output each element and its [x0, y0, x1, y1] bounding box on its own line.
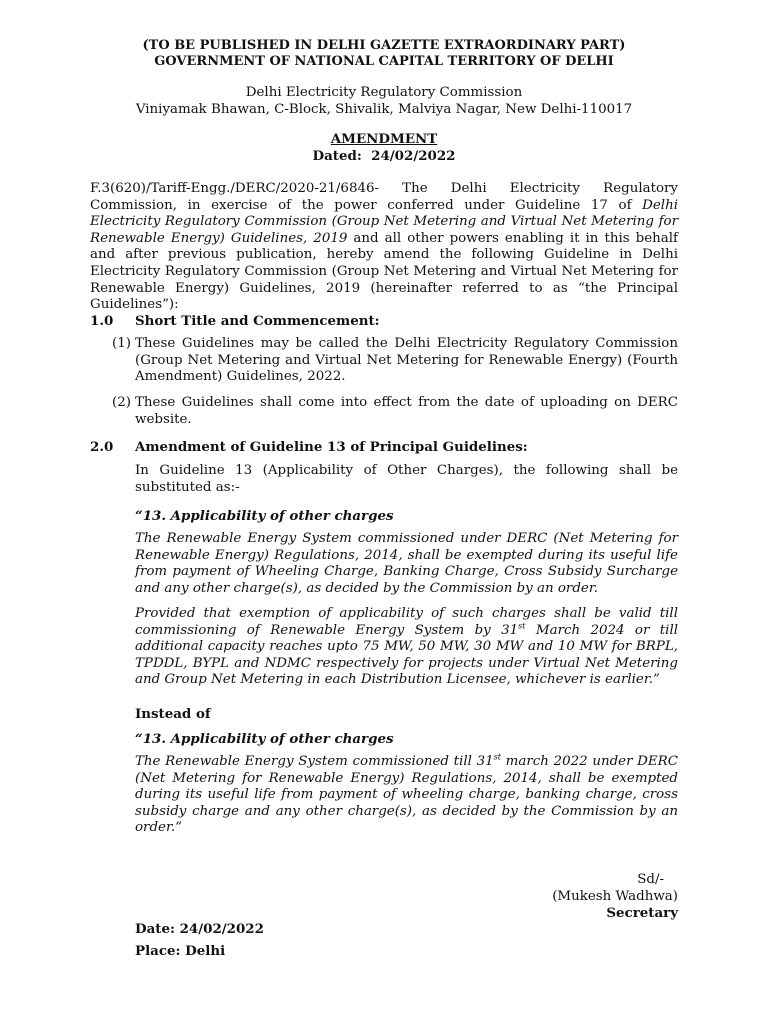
- signatory-name: (Mukesh Wadhwa): [552, 889, 678, 904]
- intro-paragraph: [90, 181, 678, 314]
- section-2-number: 2.0: [90, 439, 114, 455]
- old-guideline-para: [135, 754, 678, 837]
- footer-date: Date: 24/02/2022: [135, 921, 264, 937]
- dated-label: Dated:: [312, 148, 362, 164]
- list-item-text: These Guidelines shall come into effect from the date of uploading on DERC website.: [135, 395, 678, 427]
- new-guideline-para-2-text-cont: March 2024 or till additional capacity reaches upto 75 MW, 50 MW, 30 MW and 10 MW for BRPL, TPDDL, BYPL and NDMC respectively for projects under Virtual Net Metering and Group Net Metering in each Distribution Licensee, whichever is earlier.”: [135, 622, 679, 688]
- new-guideline-para-2: [135, 606, 678, 689]
- list-item-label: (1): [112, 336, 131, 351]
- section-1-number: 1.0: [90, 313, 114, 329]
- section-2-title: Amendment of Guideline 13 of Principal Guidelines:: [135, 439, 528, 455]
- amendment-title: AMENDMENT: [330, 131, 438, 147]
- instead-of-label: Instead of: [135, 706, 211, 722]
- section-2-lead: In Guideline 13 (Applicability of Other Charges), the following shall be substituted as:-: [135, 463, 678, 495]
- amendment-heading: [0, 131, 768, 165]
- signatory-designation: Secretary: [606, 905, 678, 921]
- footer-place: Place: Delhi: [135, 943, 226, 959]
- old-guideline-heading: “13. Applicability of other charges: [135, 731, 394, 747]
- new-guideline-para-1: The Renewable Energy System commissioned under DERC (Net Metering for Renewable Energy) Regulations, 2014, shall be exempted during its useful life from payment of Wheeling Charge, Banking Charge, Cross Subsidy Surcharge and any other charge(s), as decided by the Commission by an order.: [135, 531, 678, 596]
- old-guideline-text-cont: march 2022 under DERC (Net Metering for Renewable Energy) Regulations, 2014, shall be exempted during its useful life from payment of wheeling charge, banking charge, cross subsidy charge and any other charge(s), as decided by the Commission by an order.”: [135, 754, 678, 836]
- gazette-header: [0, 38, 768, 70]
- list-item: [112, 336, 678, 386]
- government-name: GOVERNMENT OF NATIONAL CAPITAL TERRITORY OF DELHI: [154, 54, 614, 69]
- new-guideline-heading: “13. Applicability of other charges: [135, 508, 394, 524]
- commission-address: Viniyamak Bhawan, C-Block, Shivalik, Malviya Nagar, New Delhi-110017: [135, 102, 633, 117]
- commission-block: [0, 84, 768, 118]
- signature-block: [450, 871, 678, 922]
- section-1-title: Short Title and Commencement:: [135, 313, 380, 329]
- new-guideline-para-2-text: Provided that exemption of applicability of such charges shall be valid till commissioning of Renewable Energy System by 31: [135, 606, 678, 638]
- commission-name: Delhi Electricity Regulatory Commission: [245, 85, 523, 100]
- list-item: [112, 395, 678, 428]
- signed-mark: Sd/-: [637, 872, 664, 887]
- intro-text-2: and all other powers enabling it in this behalf and after previous publication, hereby amend the following Guideline in Delhi Electricity Regulatory Commission (Group Net Metering and Virtual Net Metering for Renewable Energy) Guidelines, 2019 (hereinafter referred to as “the Principal Guidelines”):: [90, 230, 678, 313]
- superscript: st: [493, 752, 501, 762]
- list-item-text: These Guidelines may be called the Delhi Electricity Regulatory Commission (Group Net Metering and Virtual Net Metering for Renewable Energy) (Fourth Amendment) Guidelines, 2022.: [135, 336, 678, 385]
- old-guideline-text: The Renewable Energy System commissioned till 31: [135, 754, 494, 769]
- superscript: st: [518, 621, 526, 631]
- list-item-label: (2): [112, 395, 131, 410]
- publication-note: (TO BE PUBLISHED IN DELHI GAZETTE EXTRAORDINARY PART): [142, 38, 626, 53]
- amendment-date: 24/02/2022: [371, 148, 456, 164]
- intro-guidelines-title: Delhi Electricity Regulatory Commission (Group Net Metering and Virtual Net Metering for Renewable Energy) Guidelines, 2019: [90, 197, 678, 246]
- footer-block: [135, 918, 264, 962]
- amendment-date-line: [0, 148, 768, 165]
- intro-text-1: F.3(620)/Tariff-Engg./DERC/2020-21/6846- The Delhi Electricity Regulatory Commission, in exercise of the power conferred under Guideline 17 of: [90, 181, 678, 213]
